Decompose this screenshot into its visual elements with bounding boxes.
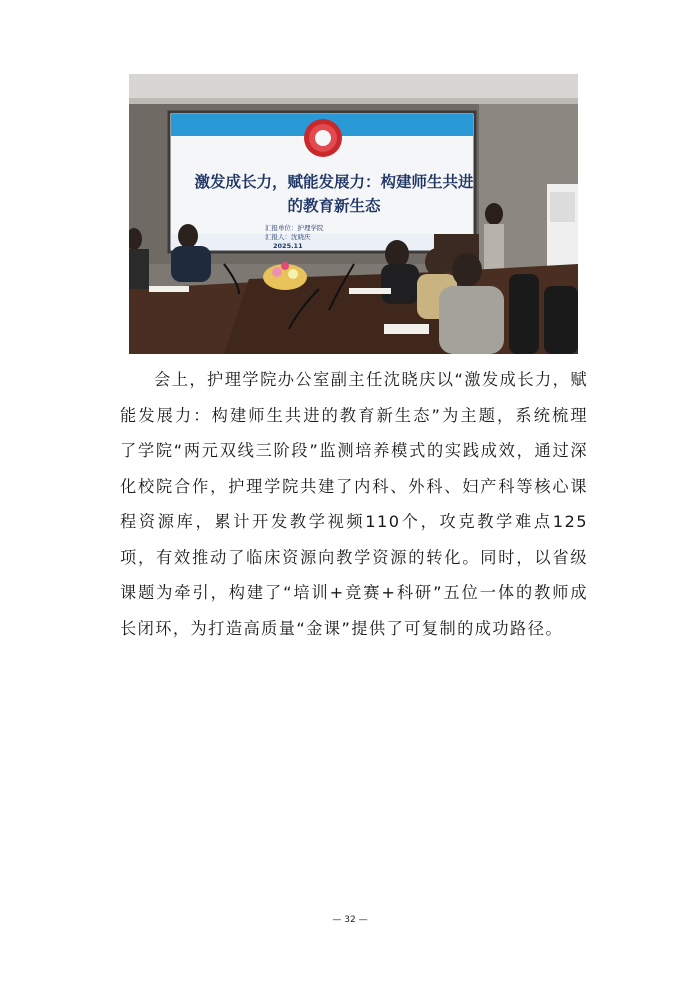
body-paragraph-text: 会上，护理学院办公室副主任沈晓庆以“激发成长力，赋能发展力：构建师生共进的教育新生态”为主题，系统梳理了学院“两元双线三阶段”监测培养模式的实践成效，通过深化校院合作，护理学院共建了内科、外科、妇产科等核心课程资源库，累计开发教学视频110个，攻克教学难点125项，有效推动了临床资源向教学资源的转化。同时，以省级课题为牵引，构建了“培训+竞赛+科研”五位一体的教师成长闭环，为打造高质量“金课”提供了可复制的成功路径。 — [120, 370, 588, 638]
body-paragraph — [120, 362, 588, 646]
meeting-photo — [129, 74, 578, 354]
slide-info — [261, 224, 381, 251]
slide-date: 2025.11 — [273, 242, 303, 250]
slide-title: 激发成长力，赋能发展力：构建师生共进的教育新生态 — [194, 173, 474, 215]
attendee — [385, 240, 409, 268]
attendee — [452, 253, 482, 287]
page-number: — 32 — — [332, 915, 368, 925]
slide-presenter: 汇报人：沈晓庆 — [265, 233, 311, 241]
slide-unit: 汇报单位：护理学院 — [265, 224, 324, 232]
attendee — [178, 224, 198, 248]
